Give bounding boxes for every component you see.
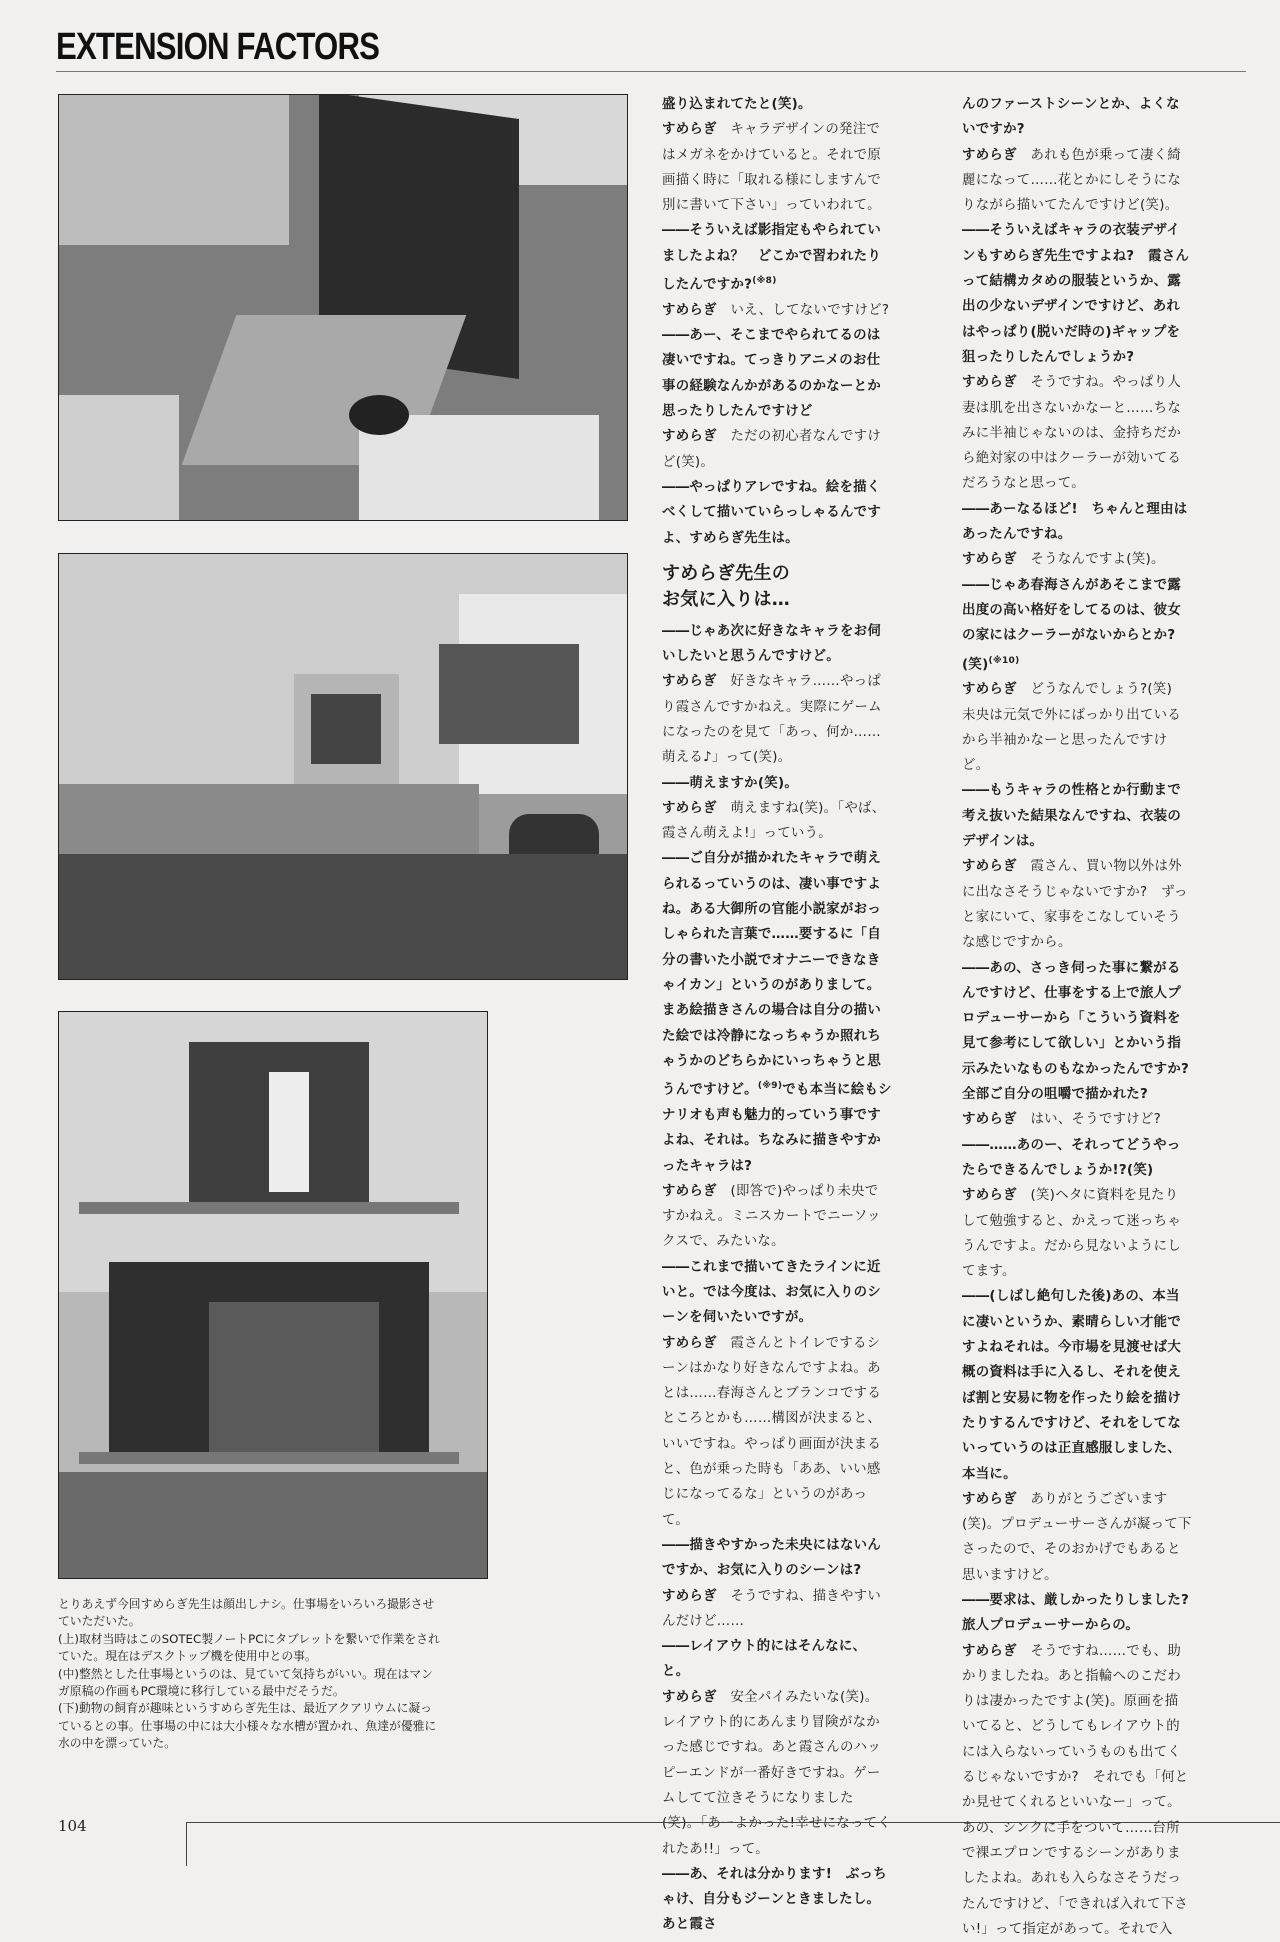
- question-text: ――じゃあ春海さんがあそこまで露出度の高い格好をしてるのは、彼女の家にはクーラーがないからとか?(笑)$^{(※10)}$: [962, 577, 1182, 672]
- answer-text: すめらぎ (笑)ヘタに資料を見たりして勉強すると、かえって迷っちゃうんですよ。だから見ないようにしてます。: [962, 1188, 1182, 1280]
- question-text: ――ご自分が描かれたキャラで萌えられるっていうのは、凄い事ですよね。ある大御所の官能小説家がおっしゃられた言葉で……要するに「自分の書いた小説でオナニーできなきゃイカン」というのがありまして。まあ絵描きさんの場合は自分の描いた絵では冷静になっちゃうか照れちゃうかのどちらかにいっちゃうと思うんですけど。$^{(※9)}$でも本当に絵もシナリオも声も魅力的っていう事ですよね、それは。ちなみに描きやすかったキャラは?: [662, 851, 892, 1174]
- question-text: ――あーなるほど! ちゃんと理由はあったんですね。: [962, 501, 1188, 543]
- question-text: ――あの、さっき伺った事に繋がるんですけど、仕事をする上で旅人プロデューサーから「こういう資料を見て参考にして欲しい」とかいう指示みたいなものもなかったんですか? 全部ご自分の咀嚼で描かれた?: [962, 960, 1203, 1103]
- question-text: ――要求は、厳しかったりしました?旅人プロデューサーからの。: [962, 1592, 1190, 1634]
- caption-line: とりあえず今回すめらぎ先生は顔出しナシ。仕事場をいろいろ撮影させていただいた。: [58, 1597, 435, 1629]
- answer-text: すめらぎ あれも色が乗って凄く綺麗になって……花とかにしそうになりながら描いてたんですけど(笑)。: [962, 147, 1182, 214]
- question-text: ――じゃあ次に好きなキャラをお伺いしたいと思うんですけど。: [662, 623, 882, 665]
- question-text: ――レイアウト的にはそんなに、と。: [662, 1639, 867, 1680]
- answer-text: すめらぎ そうですね。やっぱり人妻は肌を出さないかなーと……ちなみに半袖じゃないのは、金持ちだから絶対家の中はクーラーが効いてるだろうなと思って。: [962, 375, 1182, 492]
- question-text: ――そういえばキャラの衣装デザインもすめらぎ先生ですよね? 霞さんって結構カタめの服装というか、露出の少ないデザインですけど、あれはやっぱり(脱いだ時の)ギャップを狙ったりしたんでしょうか?: [962, 223, 1190, 365]
- caption-line: (下)動物の飼育が趣味というすめらぎ先生は、最近アクアリウムに凝っているとの事。仕事場の中には大小様々な水槽が置かれ、魚達が優雅に水の中を漂っていた。: [58, 1701, 437, 1751]
- question-text: ――もうキャラの性格とか行動まで考え抜いた結果なんですね、衣装のデザインは。: [962, 783, 1182, 850]
- photo-workstation: [58, 553, 628, 980]
- answer-text: すめらぎ そうなんですよ(笑)。: [962, 552, 1165, 568]
- question-text: ――そういえば影指定もやられていましたよね？ どこかで習われたりしたんですか?$^{(※8)}$: [662, 223, 882, 293]
- page-header-title: EXTENSION FACTORS: [56, 26, 380, 68]
- question-text: んのファーストシーンとか、よくないですか?: [962, 97, 1180, 138]
- caption-line: (中)整然とした仕事場というのは、見ていて気持ちがいい。現在はマンガ原稿の作画もPC環境に移行している最中だそうだ。: [58, 1666, 433, 1699]
- answer-text: すめらぎ はい、そうですけど?: [962, 1112, 1162, 1128]
- footer-divider: [186, 1822, 187, 1866]
- question-text: ――描きやすかった未央にはないんですか、お気に入りのシーンは?: [662, 1537, 882, 1579]
- answer-text: すめらぎ いえ、してないですけど?: [662, 302, 890, 318]
- answer-text: すめらぎ 霞さん、買い物以外は外に出なさそうじゃないですか? ずっと家にいて、家事をこなしていそうな感じですから。: [962, 859, 1188, 951]
- photo-laptop-desk: [58, 94, 628, 521]
- answer-text: すめらぎ 安全パイみたいな(笑)。レイアウト的にあんまり冒険がなかった感じですね。あと霞さんのハッピーエンドが一番好きですね。ゲームしてて泣きそうになりました(笑)。「あーよかった!幸せになってくれたあ!!」って。: [662, 1689, 892, 1857]
- interview-column-2: [962, 92, 1203, 1942]
- footer-rule: [187, 1822, 1280, 1823]
- question-text: ――萌えますか(笑)。: [662, 775, 799, 791]
- answer-text: すめらぎ 好きなキャラ……やっぱり霞さんですかねえ。実際にゲームになったのを見て「あっ、何か……萌える♪」って(笑)。: [662, 674, 882, 766]
- question-text: ――やっぱりアレですね。絵を描くべくして描いていらっしゃるんですよ、すめらぎ先生は。: [662, 479, 882, 546]
- question-text: ――あー、そこまでやられてるのは凄いですね。てっきりアニメのお仕事の経験なんかがあるのかなーとか思ったりしたんですけど: [662, 328, 882, 420]
- answer-text: すめらぎ 萌えますね(笑)。「やば、霞さん萌えよ!」っていう。: [662, 800, 886, 842]
- answer-text: すめらぎ ただの初心者なんですけど(笑)。: [662, 429, 882, 470]
- question-text: ――(しばし絶句した後)あの、本当に凄いというか、素晴らしい才能ですよねそれは。今市場を見渡せば大概の資料は手に入るし、それを使えば割と安易に物を作ったり絵を描けたりするんですけど、それをしてないっていうのは正直感服しました、本当に。: [962, 1289, 1182, 1482]
- question-text: ――……あのー、それってどうやったらできるんでしょうか!?(笑): [962, 1137, 1181, 1178]
- caption-line: (上)取材当時はこのSOTEC製ノートPCにタブレットを繋いで作業をされていた。現在はデスクトップ機を使用中との事。: [58, 1631, 440, 1664]
- section-heading: すめらぎ先生の お気に入りは…: [662, 562, 791, 610]
- photo-caption: [58, 1596, 440, 1753]
- question-text: ――あ、それは分かります! ぶっちゃけ、自分もジーンときましたし。あと霞さ: [662, 1866, 887, 1933]
- question-text: ――これまで描いてきたラインに近いと。では今度は、お気に入りのシーンを伺いたいですが。: [662, 1259, 882, 1326]
- answer-text: すめらぎ そうですね、描きやすいんだけど……: [662, 1588, 882, 1629]
- answer-text: すめらぎ キャラデザインの発注ではメガネをかけていると。それで原画描く時に「取れる様にしますんで別に書いて下さい」っていわれて。: [662, 122, 882, 214]
- interview-column-1: [662, 92, 892, 1938]
- answer-text: すめらぎ ありがとうございます(笑)。プロデューサーさんが凝って下さったので、そのおかげでもあると思いますけど。: [962, 1491, 1192, 1583]
- answer-text: すめらぎ そうですね……でも、助かりましたね。あと指輪へのこだわりは凄かったですよ(笑)。原画を描いてると、どうしてもレイアウト的には入らないっていうものも出てくるじゃないですか? それでも「何とか見せてくれるといいなー」って。あの、シンクに手をついて……台所で裸エプロンでするシーンがありましたよね。あれも入らなさそうだったんですけど、「できれば入れて下さい!」って指定があって。それで入: [962, 1643, 1189, 1937]
- answer-text: すめらぎ どうなんでしょう?(笑) 未央は元気で外にばっかり出ているから半袖かなーと思ったんですけど。: [962, 682, 1186, 774]
- answer-text: すめらぎ 霞さんとトイレでするシーンはかなり好きなんですよね。あとは……春海さんとブランコでするところとかも……構図が決まると、いいですね。やっぱり画面が決まると、色が乗った時も「ああ、いい感じになってるな」というのがあって。: [662, 1335, 882, 1528]
- answer-text: 盛り込まれてたと(笑)。: [662, 97, 812, 112]
- answer-text: すめらぎ (即答で)やっぱり未央ですかねえ。ミニスカートでニーソックスで、みたいな。: [662, 1183, 881, 1250]
- header-rule: [56, 71, 1246, 72]
- photo-aquariums: [58, 1011, 488, 1579]
- page-number: 104: [58, 1817, 87, 1835]
